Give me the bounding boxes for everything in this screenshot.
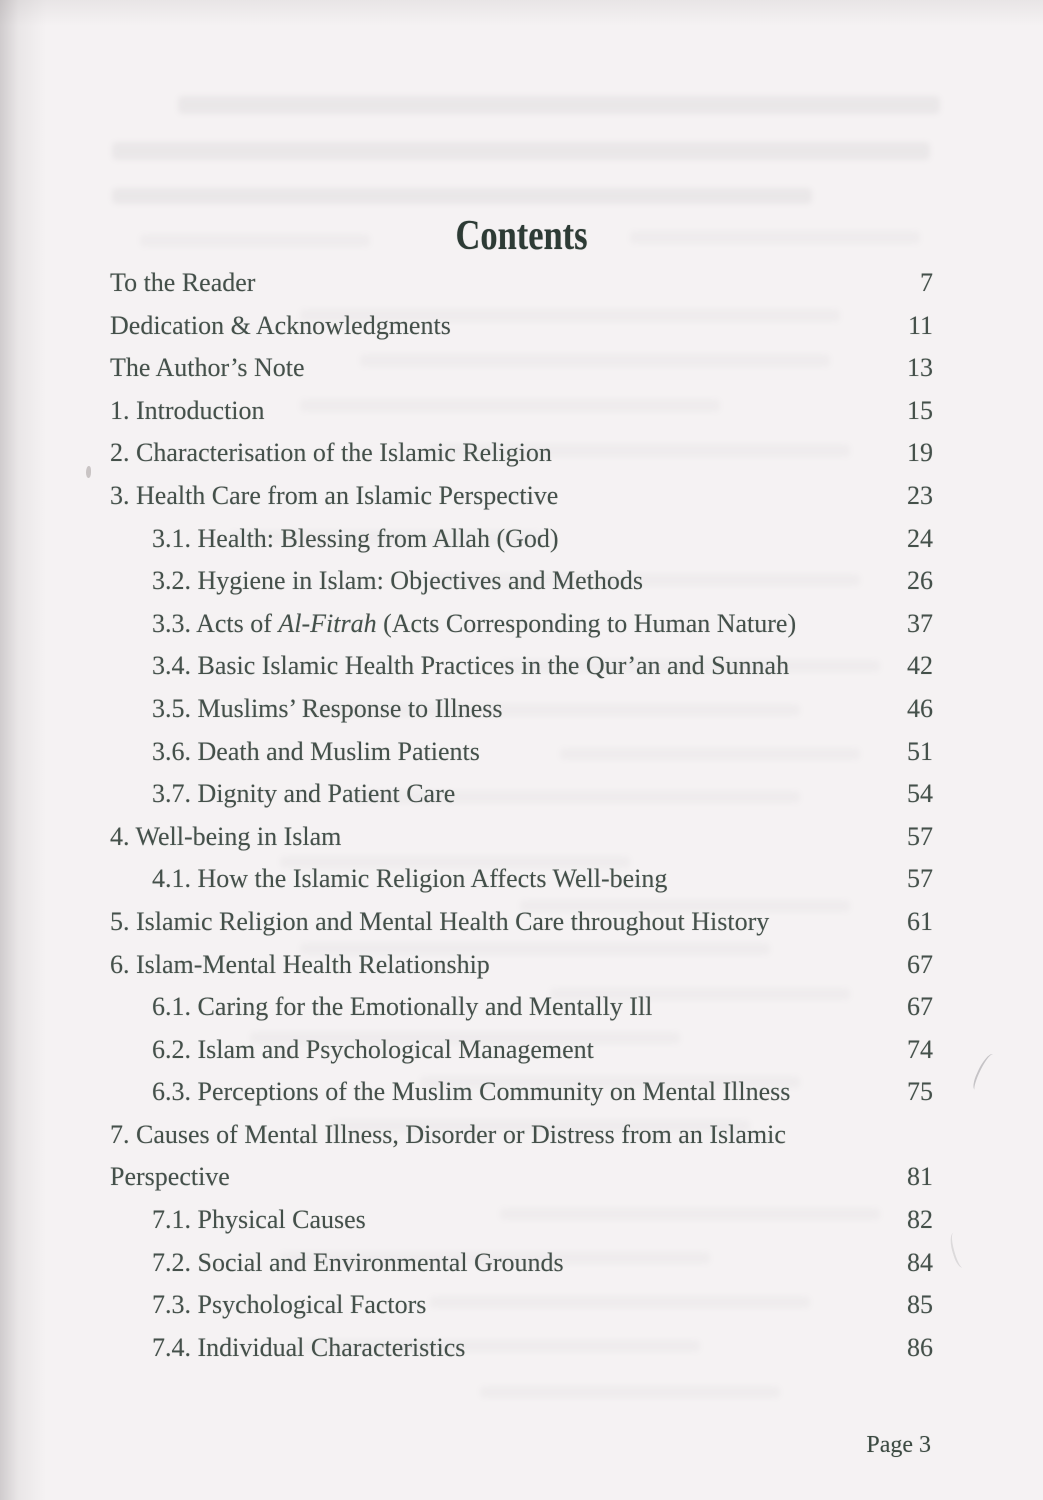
toc-entry [110,432,933,475]
toc-entry-page: 57 [907,864,933,894]
toc-entry-page: 11 [907,310,933,340]
toc-entry-label: 7.4. Individual Characteristics [152,1332,466,1362]
toc-entry-page: 67 [907,949,933,979]
toc-entry [110,518,933,561]
toc-entry-page: 61 [907,906,933,936]
toc-entry-label: 4. Well-being in Islam [110,821,342,851]
toc-entry-label: 6. Islam-Mental Health Relationship [110,949,490,979]
toc-entry [110,986,933,1029]
toc-entry [110,603,933,646]
scan-scratch [947,1231,970,1269]
toc-entry [110,688,933,731]
toc-entry [110,773,933,816]
toc-entry-label: 7.1. Physical Causes [152,1205,366,1235]
table-of-contents [110,262,933,1369]
scan-speck [86,466,91,478]
toc-entry-label-pre: 3.3. Acts of [152,608,279,638]
toc-entry-page: 54 [907,779,933,809]
bleedthrough-line [480,1386,780,1398]
toc-entry-label [152,603,796,646]
toc-entry-page: 51 [907,736,933,766]
toc-entry-page: 82 [907,1205,933,1235]
toc-entry-page: 46 [907,693,933,723]
toc-entry [110,1029,933,1072]
toc-entry [110,1199,933,1242]
toc-entry [110,858,933,901]
toc-entry-label: 3. Health Care from an Islamic Perspective [110,480,559,510]
page-title: Contents [455,213,588,259]
bleedthrough-line [112,188,812,204]
toc-entry-page: 67 [907,992,933,1022]
toc-entry-label-line2: Perspective [110,1162,230,1192]
toc-entry-label: 3.4. Basic Islamic Health Practices in the Qur’an and Sunnah [152,651,790,681]
toc-entry [110,1242,933,1285]
toc-entry-label: Dedication & Acknowledgments [110,310,451,340]
toc-entry [110,645,933,688]
toc-entry-page: 37 [907,608,933,638]
page-number-footer: Page 3 [866,1432,931,1458]
scan-edge-shadow [0,0,46,1500]
toc-entry-label-line1: 7. Causes of Mental Illness, Disorder or Distress from an Islamic [110,1119,786,1149]
toc-entry-page: 84 [907,1247,933,1277]
toc-entry-page: 86 [907,1332,933,1362]
toc-entry-label: 3.1. Health: Blessing from Allah (God) [152,523,559,553]
toc-entry-page: 23 [907,480,933,510]
toc-entry-label: 3.7. Dignity and Patient Care [152,779,456,809]
toc-entry-label: 2. Characterisation of the Islamic Religion [110,438,552,468]
toc-entry-label: 3.5. Muslims’ Response to Illness [152,693,503,723]
toc-entry [110,901,933,944]
scan-scratch [970,1051,997,1092]
toc-entry [110,347,933,390]
toc-entry [110,305,933,348]
toc-entry-label-italic: Al-Fitrah [278,608,377,638]
scan-top-shadow [0,0,1043,26]
toc-entry [110,475,933,518]
toc-entry [110,1284,933,1327]
toc-entry-page: 81 [907,1162,933,1192]
toc-entry-label: 7.2. Social and Environmental Grounds [152,1247,564,1277]
toc-entry [110,816,933,859]
toc-entry-page: 7 [920,268,933,297]
toc-entry-label: 6.2. Islam and Psychological Management [152,1034,594,1064]
bleedthrough-line [112,142,930,160]
toc-entry [110,390,933,433]
toc-entry-label: 4.1. How the Islamic Religion Affects Well-being [152,864,668,894]
toc-entry [110,1327,933,1370]
toc-entry-page: 24 [907,523,933,553]
toc-entry [110,731,933,774]
toc-entry-page: 19 [907,438,933,468]
toc-entry-page: 26 [907,566,933,596]
toc-entry-page: 85 [907,1290,933,1320]
toc-entry [110,1071,933,1114]
toc-entry-page: 13 [907,353,933,383]
toc-entry-page: 15 [907,395,933,425]
toc-entry-page: 74 [907,1034,933,1064]
toc-entry-label: 5. Islamic Religion and Mental Health Care throughout History [110,906,770,936]
toc-entry-label: 1. Introduction [110,395,265,425]
toc-entry [110,262,933,305]
toc-entry [110,560,933,603]
toc-entry-label: The Author’s Note [110,353,305,383]
toc-entry-label: 6.3. Perceptions of the Muslim Community on Mental Illness [152,1077,791,1107]
toc-entry-label: To the Reader [110,268,256,297]
toc-entry [110,944,933,987]
toc-entry-label: 3.6. Death and Muslim Patients [152,736,480,766]
toc-entry [110,1114,933,1199]
toc-entry-label-post: (Acts Corresponding to Human Nature) [376,608,797,638]
toc-entry-label: 6.1. Caring for the Emotionally and Mentally Ill [152,992,653,1022]
toc-entry-page: 57 [907,821,933,851]
bleedthrough-line [178,96,940,114]
toc-entry-page: 75 [907,1077,933,1107]
toc-entry-page: 42 [907,651,933,681]
toc-entry-label: 7.3. Psychological Factors [152,1290,427,1320]
toc-entry-label: 3.2. Hygiene in Islam: Objectives and Methods [152,566,644,596]
